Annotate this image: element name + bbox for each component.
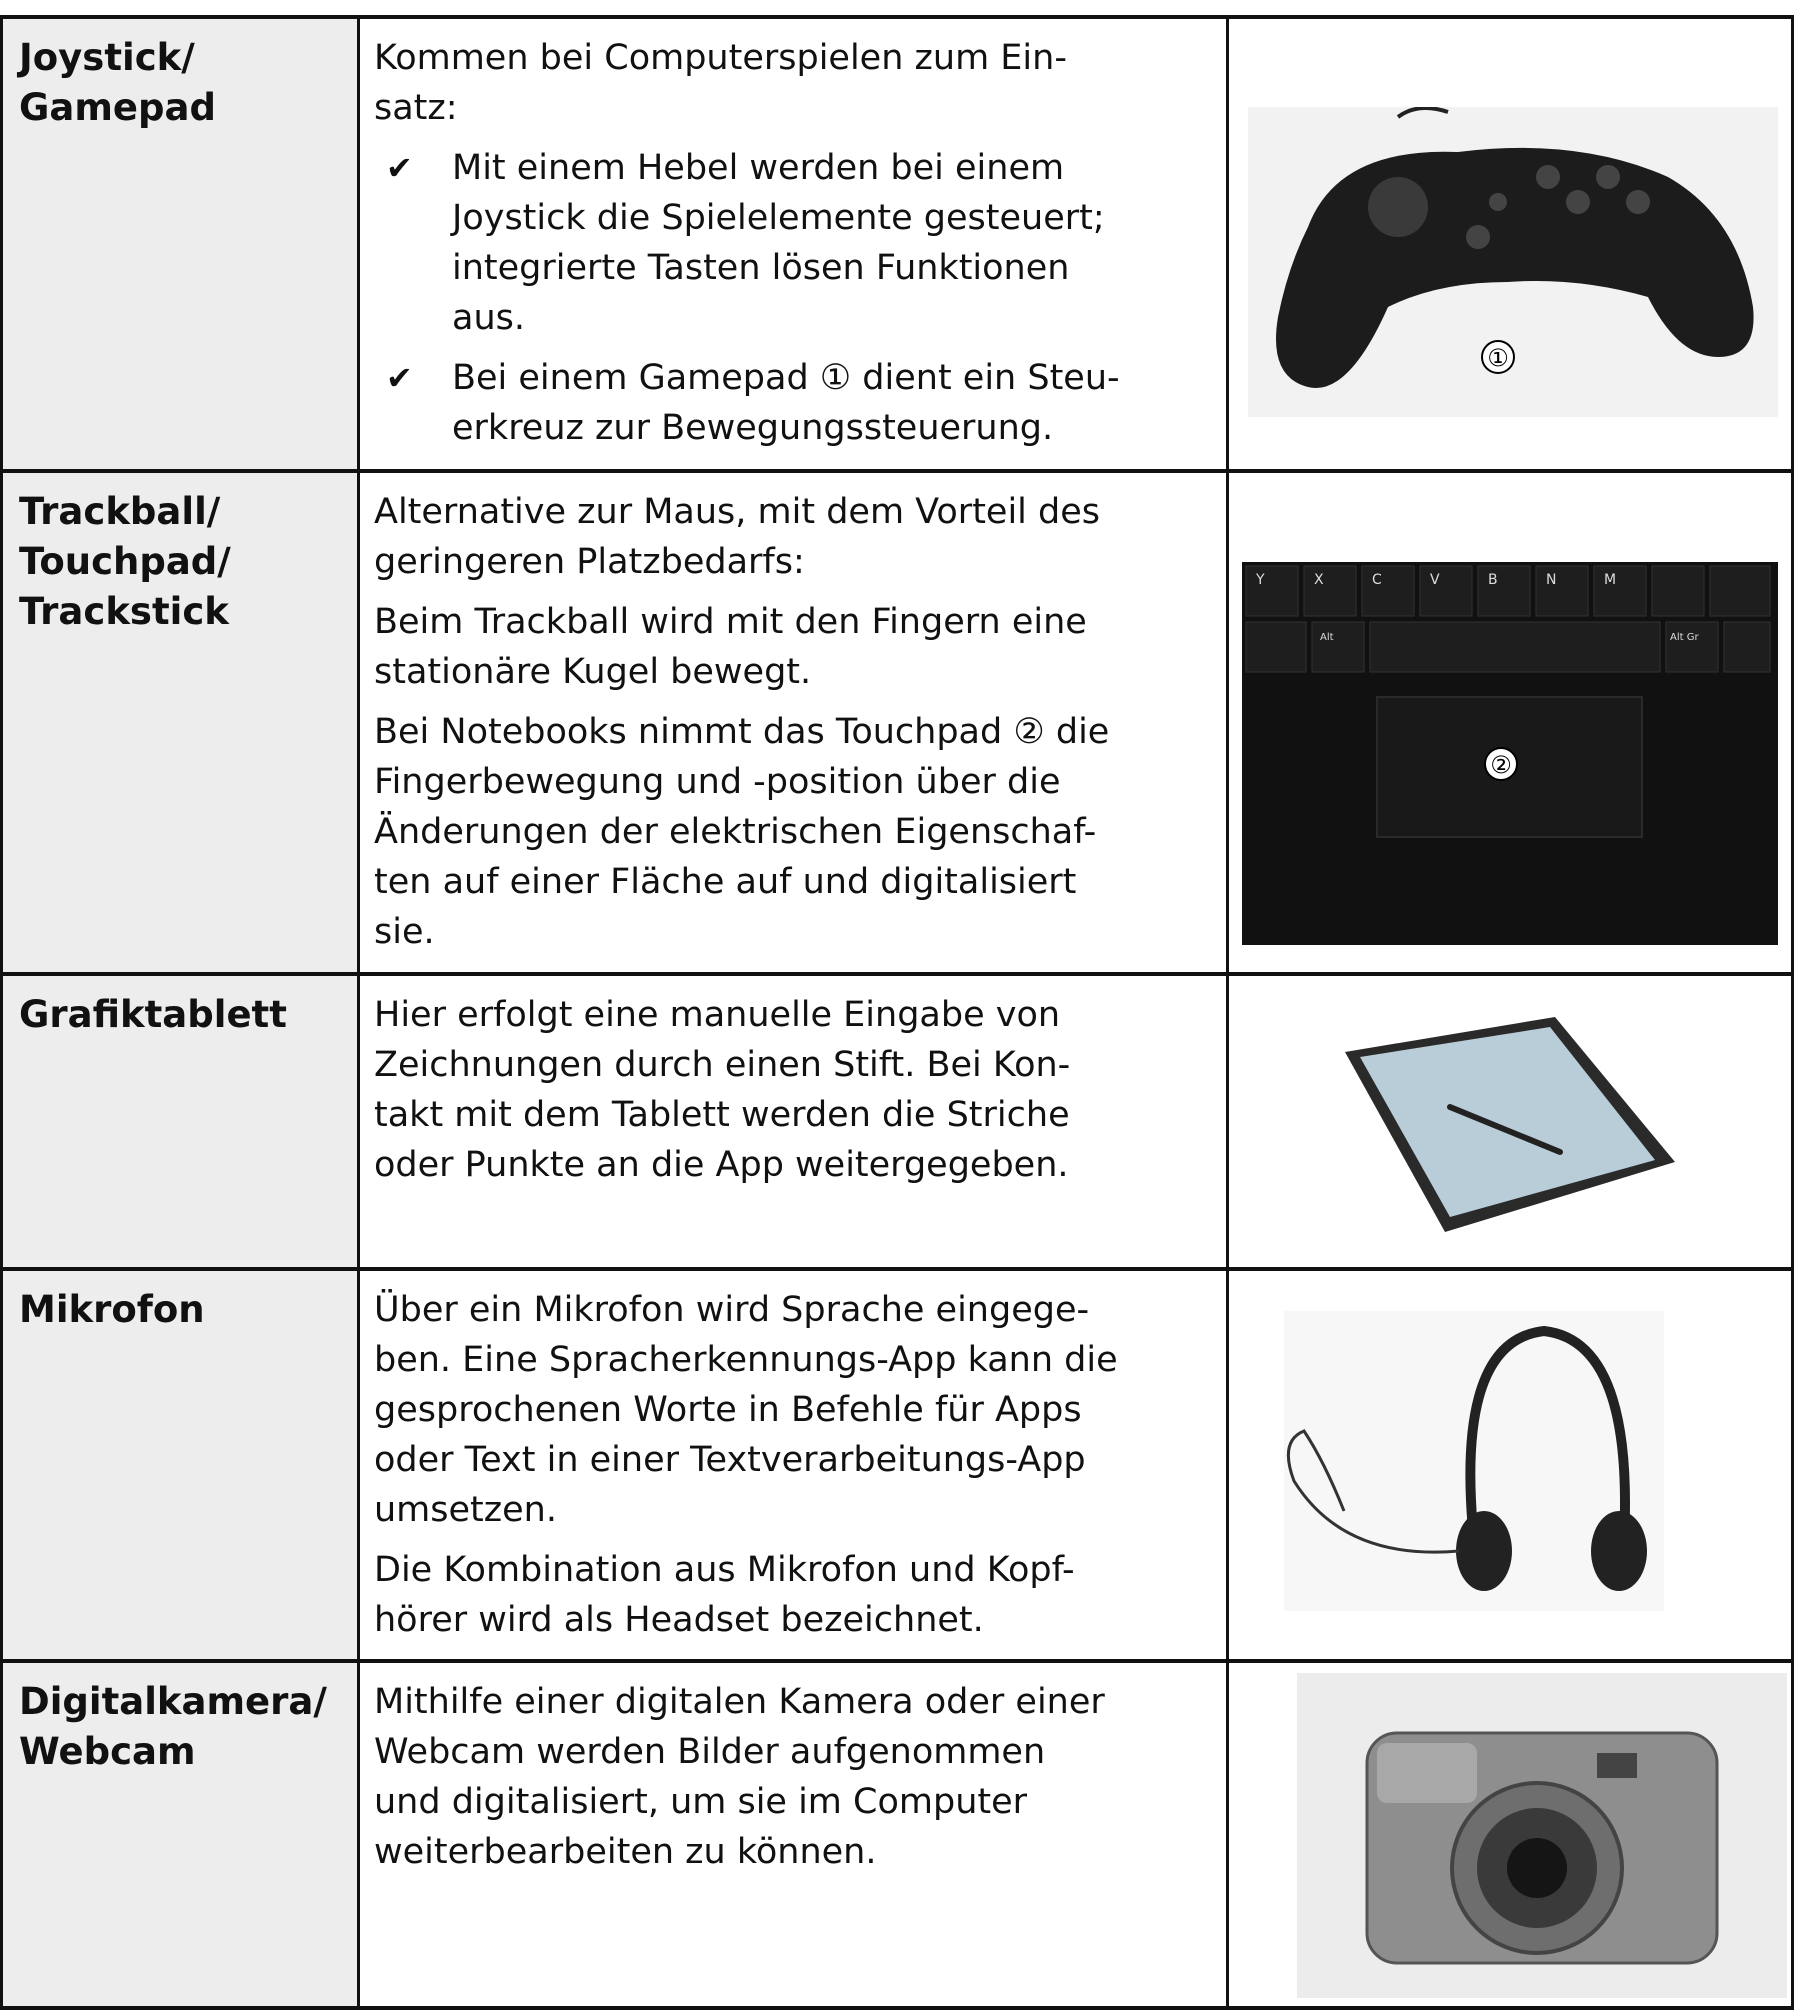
term-cell xyxy=(0,976,360,1267)
svg-text:N: N xyxy=(1546,572,1557,588)
svg-text:Alt Gr: Alt Gr xyxy=(1670,632,1699,643)
description-cell: Hier erfolgt eine manuelle Eingabe von Zeichnungen durch einen Stift. Bei Kon- takt mit dem Tablett werden die Striche oder Punkte an die App weitergegeben. xyxy=(360,976,1229,1267)
image-cell xyxy=(1229,976,1794,1267)
digital-camera-image xyxy=(1297,1673,1787,1998)
svg-text:①: ① xyxy=(1487,344,1509,372)
svg-text:X: X xyxy=(1314,572,1324,588)
term-label: Joystick/ Gamepad xyxy=(19,36,216,129)
touchpad-image xyxy=(1242,562,1778,945)
table-row-joystick xyxy=(0,15,1794,469)
headset-image xyxy=(1284,1311,1664,1611)
svg-text:M: M xyxy=(1604,572,1617,588)
svg-text:B: B xyxy=(1488,572,1498,588)
check-icon: ✔ xyxy=(386,359,413,397)
image-cell xyxy=(1229,1271,1794,1659)
term-cell xyxy=(0,1271,360,1659)
term-label: Grafiktablett xyxy=(19,993,287,1036)
table-row-trackball xyxy=(0,469,1794,972)
graphics-tablet-image xyxy=(1335,1012,1685,1237)
description-cell: Über ein Mikrofon wird Sprache eingege- ben. Eine Spracherkennungs-App kann die gesprochenen Worte in Befehle für Apps oder Text in einer Textverarbeitungs-App umsetzen. Die Kombination aus Mikrofon und Kopf- hörer wird als Headset bezeichnet. xyxy=(360,1271,1229,1659)
svg-text:Alt: Alt xyxy=(1320,632,1334,643)
image-cell xyxy=(1229,19,1794,469)
table-row-mikrofon xyxy=(0,1267,1794,1659)
list-item: ✔ Mit einem Hebel werden bei einem Joystick die Spielelemente gesteuert; integrierte Tasten lösen Funktionen aus. xyxy=(374,143,1226,343)
svg-text:②: ② xyxy=(1490,751,1512,779)
image-cell xyxy=(1229,1663,1794,2006)
gamepad-image xyxy=(1248,107,1778,417)
table-row-digitalkamera xyxy=(0,1659,1794,2010)
term-label: Trackball/ Touchpad/ Trackstick xyxy=(19,490,231,633)
svg-text:V: V xyxy=(1430,572,1440,588)
term-cell xyxy=(0,19,360,469)
svg-text:C: C xyxy=(1372,572,1382,588)
list-item: ✔ Bei einem Gamepad ① dient ein Steu- erkreuz zur Bewegungssteuerung. xyxy=(374,353,1226,453)
term-cell xyxy=(0,1663,360,2006)
description-cell: Kommen bei Computerspielen zum Ein- satz: ✔ Mit einem Hebel werden bei einem Joystick die Spielelemente gesteuert; integrierte Tasten lösen Funktionen aus. ✔ Bei einem Gamepad ① dient ein Steu- erkreuz zur Bewegungssteuerung. xyxy=(360,19,1229,469)
term-label: Digitalkamera/ Webcam xyxy=(19,1680,327,1773)
term-label: Mikrofon xyxy=(19,1288,205,1331)
svg-text:Y: Y xyxy=(1256,572,1265,588)
description-cell: Mithilfe einer digitalen Kamera oder einer Webcam werden Bilder aufgenommen und digitalisiert, um sie im Computer weiterbearbeiten zu können. xyxy=(360,1663,1229,2006)
image-cell xyxy=(1229,473,1794,972)
term-cell xyxy=(0,473,360,972)
table-row-grafiktablett xyxy=(0,972,1794,1267)
description-cell: Alternative zur Maus, mit dem Vorteil des geringeren Platzbedarfs: Beim Trackball wird mit den Fingern eine stationäre Kugel bewegt. Bei Notebooks nimmt das Touchpad ② die Fingerbewegung und -position über die Änderungen der elektrischen Eigenschaf- ten auf einer Fläche auf und digitalisiert sie. xyxy=(360,473,1229,972)
check-icon: ✔ xyxy=(386,149,413,187)
